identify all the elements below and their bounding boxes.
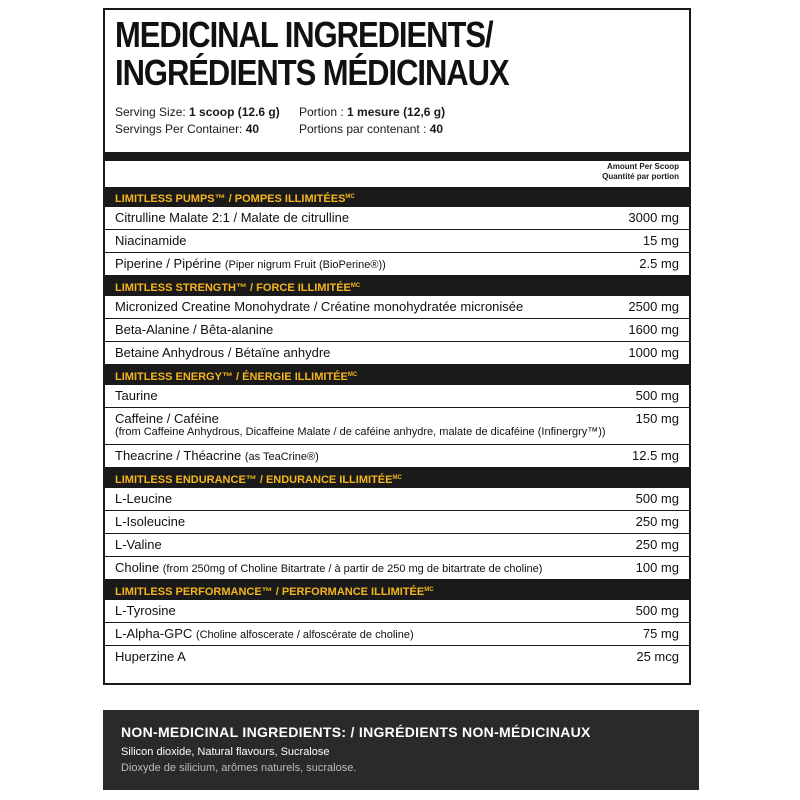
ingredient-amount: 250 mg bbox=[635, 514, 679, 529]
servings-per-container-en bbox=[115, 121, 299, 138]
title-line-fr: INGRÉDIENTS MÉDICINAUX bbox=[115, 52, 509, 93]
ingredient-name: Citrulline Malate 2:1 / Malate de citrulline bbox=[115, 210, 350, 225]
serving-size-fr-label: Portion : bbox=[299, 105, 348, 119]
ingredient-row bbox=[105, 623, 689, 646]
ingredient-amount: 250 mg bbox=[635, 537, 679, 552]
ingredient-row bbox=[105, 230, 689, 253]
servings-per-en-label: Servings Per Container: bbox=[115, 122, 246, 136]
ingredient-name: Theacrine / Théacrine bbox=[115, 448, 242, 463]
section-header bbox=[105, 365, 689, 385]
ingredients-table bbox=[105, 187, 689, 669]
ingredient-row bbox=[105, 600, 689, 623]
section-title-mark: MC bbox=[392, 475, 402, 481]
ingredient-name: L-Tyrosine bbox=[115, 603, 176, 618]
ingredient-row bbox=[105, 445, 689, 468]
ingredient-amount: 2.5 mg bbox=[639, 256, 679, 271]
section-title: LIMITLESS PERFORMANCE™ / PERFORMANCE ILLIMITÉE bbox=[115, 586, 425, 598]
serving-size-en-label: Serving Size: bbox=[115, 105, 190, 119]
serving-size-en bbox=[115, 104, 299, 121]
ingredient-name: Betaine Anhydrous / Bétaïne anhydre bbox=[115, 345, 331, 360]
ingredient-name: Beta-Alanine / Bêta-alanine bbox=[115, 322, 274, 337]
ingredient-row bbox=[105, 207, 689, 230]
ingredient-row bbox=[105, 319, 689, 342]
serving-size-en-value: 1 scoop (12.6 g) bbox=[189, 105, 280, 119]
ingredient-row bbox=[105, 408, 689, 445]
ingredient-name: L-Alpha-GPC bbox=[115, 626, 193, 641]
serving-info bbox=[115, 104, 445, 138]
ingredient-amount: 2500 mg bbox=[628, 299, 679, 314]
serving-size-fr bbox=[299, 104, 445, 121]
section-header bbox=[105, 187, 689, 207]
panel-title bbox=[115, 16, 609, 92]
ingredient-name: Taurine bbox=[115, 388, 158, 403]
amount-header-fr: Quantité par portion bbox=[602, 172, 679, 181]
ingredient-amount: 3000 mg bbox=[628, 210, 679, 225]
ingredient-source-note: (as TeaCrine®) bbox=[244, 451, 319, 463]
ingredient-name: Caffeine / Caféine bbox=[115, 411, 219, 426]
ingredient-row bbox=[105, 511, 689, 534]
ingredient-amount: 12.5 mg bbox=[632, 448, 679, 463]
section-title: LIMITLESS PUMPS™ / POMPES ILLIMITÉES bbox=[115, 193, 346, 205]
servings-per-container-fr bbox=[299, 121, 443, 138]
section-title: LIMITLESS ENDURANCE™ / ENDURANCE ILLIMITÉE bbox=[115, 474, 393, 486]
ingredient-name: Micronized Creatine Monohydrate / Créatine monohydratée micronisée bbox=[115, 299, 524, 314]
section-title: LIMITLESS STRENGTH™ / FORCE ILLIMITÉE bbox=[115, 282, 351, 294]
ingredient-amount: 1600 mg bbox=[628, 322, 679, 337]
amount-per-scoop-header bbox=[602, 162, 679, 182]
ingredient-source-note: (from Caffeine Anhydrous, Dicaffeine Malate / de caféine anhydre, malate de dicaféine (Infinergry™)) bbox=[115, 426, 606, 438]
title-line-en: MEDICINAL INGREDIENTS/ bbox=[115, 14, 493, 55]
section-header bbox=[105, 580, 689, 600]
ingredient-row bbox=[105, 385, 689, 408]
serving-size-fr-value: 1 mesure (12,6 g) bbox=[347, 105, 446, 119]
non-medicinal-list-en: Silicon dioxide, Natural flavours, Sucralose bbox=[121, 746, 330, 758]
ingredient-name: L-Isoleucine bbox=[115, 514, 186, 529]
ingredient-row bbox=[105, 557, 689, 580]
ingredient-row bbox=[105, 342, 689, 365]
ingredient-name: L-Leucine bbox=[115, 491, 173, 506]
servings-per-fr-value: 40 bbox=[429, 122, 444, 136]
section-title-mark: MC bbox=[350, 283, 361, 289]
ingredient-row bbox=[105, 253, 689, 276]
non-medicinal-list-fr: Dioxyde de silicium, arômes naturels, sucralose. bbox=[121, 762, 357, 774]
ingredient-amount: 100 mg bbox=[635, 560, 679, 575]
medicinal-ingredients-panel bbox=[103, 8, 691, 685]
ingredient-amount: 500 mg bbox=[635, 603, 679, 618]
section-title-mark: MC bbox=[347, 372, 358, 378]
ingredient-source-note: (from 250mg of Choline Bitartrate / à partir de 250 mg de bitartrate de choline) bbox=[162, 563, 543, 575]
servings-per-fr-label: Portions par contenant : bbox=[299, 122, 430, 136]
servings-per-en-value: 40 bbox=[245, 122, 260, 136]
ingredient-name: L-Valine bbox=[115, 537, 162, 552]
ingredient-amount: 75 mg bbox=[642, 626, 679, 641]
section-title-mark: MC bbox=[345, 194, 355, 200]
ingredient-name: Niacinamide bbox=[115, 233, 187, 248]
non-medicinal-ingredients-box bbox=[103, 710, 699, 790]
ingredient-name: Choline bbox=[115, 560, 160, 575]
section-header bbox=[105, 276, 689, 296]
section-header bbox=[105, 468, 689, 488]
ingredient-row bbox=[105, 646, 689, 669]
header-divider bbox=[105, 152, 689, 161]
ingredient-row bbox=[105, 534, 689, 557]
ingredient-amount: 500 mg bbox=[635, 491, 679, 506]
section-title-mark: MC bbox=[424, 587, 434, 593]
ingredient-row bbox=[105, 296, 689, 319]
ingredient-amount: 1000 mg bbox=[628, 345, 679, 360]
ingredient-name: Huperzine A bbox=[115, 649, 186, 664]
ingredient-name: Piperine / Pipérine bbox=[115, 256, 222, 271]
ingredient-source-note: (Piper nigrum Fruit (BioPerine®)) bbox=[224, 259, 386, 271]
ingredient-amount: 25 mcg bbox=[636, 649, 679, 664]
ingredient-source-note: (Choline alfoscerate / alfoscérate de choline) bbox=[195, 629, 414, 641]
section-title: LIMITLESS ENERGY™ / ÉNERGIE ILLIMITÉE bbox=[115, 371, 348, 383]
amount-header-en: Amount Per Scoop bbox=[606, 162, 679, 171]
ingredient-amount: 150 mg bbox=[635, 411, 679, 426]
ingredient-amount: 500 mg bbox=[635, 388, 679, 403]
ingredient-row bbox=[105, 488, 689, 511]
ingredient-amount: 15 mg bbox=[642, 233, 679, 248]
non-medicinal-title: NON-MEDICINAL INGREDIENTS: / INGRÉDIENTS NON-MÉDICINAUX bbox=[121, 724, 591, 740]
